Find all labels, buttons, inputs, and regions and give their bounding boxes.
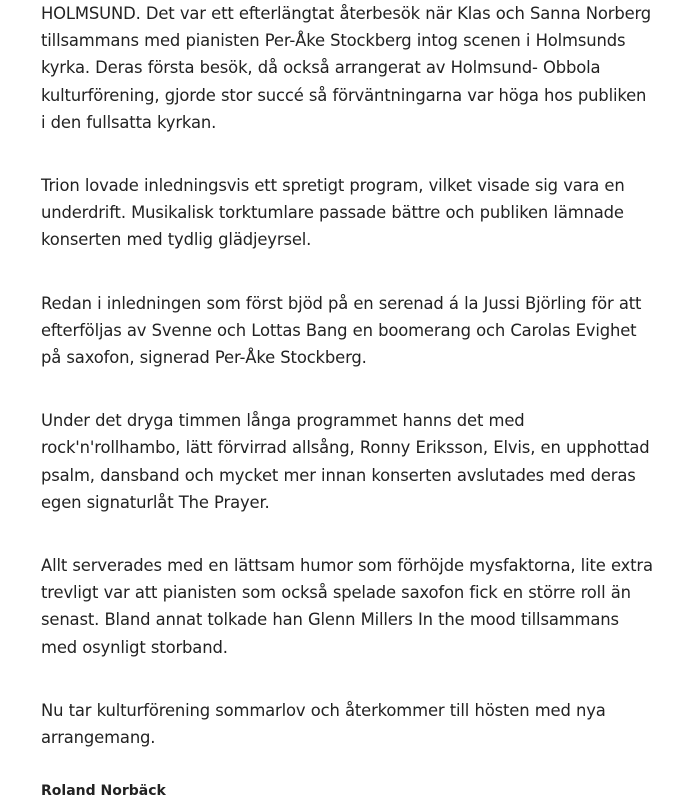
article-paragraph-1: HOLMSUND. Det var ett efterlängtat återbesök när Klas och Sanna Norberg tillsammans med pianisten Per-Åke Stockberg intog scenen i Holmsunds kyrka. Deras första besök, då också arrangerat av Holmsund- Obbola kulturförening, gjorde stor succé så förväntningarna var höga hos publiken i den fullsatta kyrkan.: [41, 4, 652, 132]
article-paragraph-3: Redan i inledningen som först bjöd på en serenad á la Jussi Björling för att efterföljas av Svenne och Lottas Bang en boomerang och Carolas Evighet på saxofon, signerad Per-Åke Stockberg.: [41, 293, 642, 368]
article-paragraph-6: Nu tar kulturförening sommarlov och återkommer till hösten med nya arrangemang.: [41, 700, 606, 748]
article-paragraph-2: Trion lovade inledningsvis ett spretigt program, vilket visade sig vara en underdrift. Musikalisk torktumlare passade bättre och publiken lämnade konserten med tydlig glädjeyrsel.: [41, 176, 625, 250]
article-paragraph-5: Allt serverades med en lättsam humor som förhöjde mysfaktorna, lite extra trevligt var att pianisten som också spelade saxofon fick en större roll än senast. Bland annat tolkade han Glenn Millers In the mood tillsammans med osynligt storband.: [41, 556, 653, 657]
article-paragraph-4: Under det dryga timmen långa programmet hanns det med rock'n'rollhambo, lätt förvirrad allsång, Ronny Eriksson, Elvis, en upphottad psalm, dansband och mycket mer innan konserten avslutades med deras egen signaturlåt The Prayer.: [41, 411, 650, 512]
author-byline: Roland Norbäck: [41, 783, 166, 799]
